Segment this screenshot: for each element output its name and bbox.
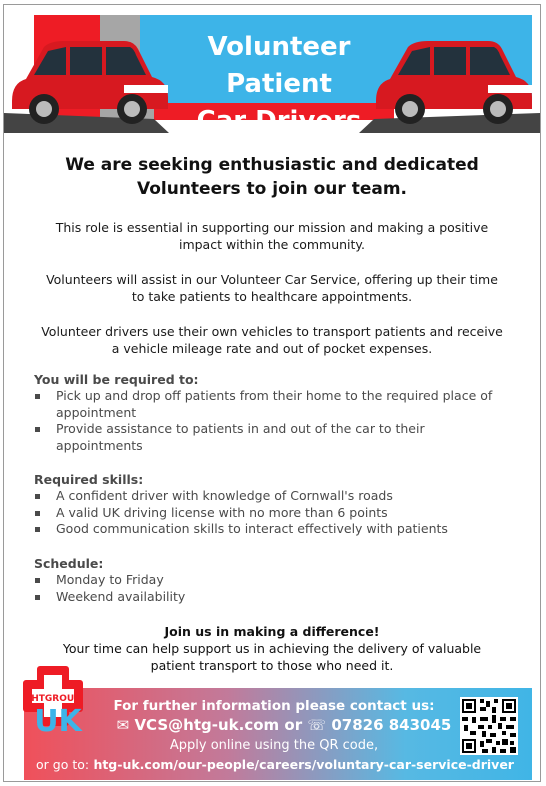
bullet-icon bbox=[35, 427, 40, 432]
list-item-text: A valid UK driving license with no more than 6 points bbox=[56, 504, 388, 520]
list-item-text: Monday to Friday bbox=[56, 572, 164, 587]
flyer-page bbox=[3, 4, 541, 782]
url-label: or go to: bbox=[36, 757, 90, 772]
expenses-paragraph bbox=[26, 323, 518, 357]
section-title: You will be required to: bbox=[34, 372, 199, 387]
bullet-icon bbox=[35, 527, 40, 532]
heading-line: Volunteers to join our team. bbox=[136, 179, 407, 199]
car-icon bbox=[4, 21, 174, 133]
list-item-line: appointments bbox=[56, 437, 143, 453]
join-heading: Join us in making a difference! bbox=[164, 624, 380, 639]
paragraph-line: Volunteer drivers use their own vehicles to transport patients and receive bbox=[41, 324, 503, 339]
email-icon: ✉ bbox=[116, 716, 130, 734]
bullet-icon bbox=[35, 578, 40, 583]
heading-line: We are seeking enthusiastic and dedicated bbox=[65, 155, 479, 175]
email-link[interactable]: VCS@htg-uk.com bbox=[134, 716, 280, 734]
banner-title-line: Car Drivers bbox=[196, 106, 362, 136]
list-item bbox=[34, 505, 524, 522]
careers-link[interactable]: htg-uk.com/our-people/careers/voluntary-car-service-driver bbox=[93, 757, 514, 772]
footer-url-line bbox=[36, 757, 526, 772]
list-item-line: Pick up and drop off patients from their home to the required place of bbox=[56, 388, 493, 403]
bullet-icon bbox=[35, 494, 40, 499]
list-item bbox=[34, 572, 524, 589]
schedule-section bbox=[34, 555, 524, 605]
banner-title-line: Volunteer Patient bbox=[207, 32, 351, 99]
section-title: Required skills: bbox=[34, 472, 144, 487]
list-item-text: Good communication skills to interact effectively with patients bbox=[56, 521, 448, 536]
footer-apply: Apply online using the QR code, bbox=[169, 738, 379, 753]
skills-section bbox=[34, 471, 524, 538]
paragraph-line: Volunteers will assist in our Volunteer Car Service, offering up their time bbox=[46, 272, 498, 287]
list-item-text: Weekend availability bbox=[56, 588, 186, 604]
list-item bbox=[34, 488, 524, 505]
paragraph-line: This role is essential in supporting our mission and making a positive bbox=[55, 220, 489, 235]
list-item bbox=[34, 589, 524, 606]
main-heading bbox=[24, 153, 520, 201]
phone-icon: ☏ bbox=[307, 716, 327, 734]
bullet-icon bbox=[35, 511, 40, 516]
htgroup-uk-logo bbox=[18, 665, 98, 735]
footer-contact-line bbox=[104, 716, 464, 734]
list-item-line: appointment bbox=[56, 404, 137, 420]
list-item bbox=[34, 521, 524, 538]
qr-code-icon[interactable] bbox=[460, 697, 518, 755]
join-call-to-action bbox=[26, 623, 518, 674]
service-paragraph bbox=[26, 271, 518, 305]
or-text: or bbox=[284, 716, 303, 734]
section-title: Schedule: bbox=[34, 556, 104, 571]
list-item-line: Provide assistance to patients in and out of the car to their bbox=[56, 421, 425, 436]
phone-link[interactable]: 07826 843045 bbox=[331, 716, 452, 734]
intro-paragraph bbox=[26, 219, 518, 253]
required-section bbox=[34, 371, 524, 454]
banner-title bbox=[154, 29, 404, 140]
bullet-icon bbox=[35, 394, 40, 399]
bullet-icon bbox=[35, 595, 40, 600]
header-banner bbox=[4, 5, 540, 136]
list-item bbox=[34, 388, 524, 421]
list-item-text: A confident driver with knowledge of Cornwall's roads bbox=[56, 488, 393, 503]
paragraph-line: impact within the community. bbox=[178, 237, 366, 252]
paragraph-line: to take patients to healthcare appointments. bbox=[131, 289, 413, 304]
join-line: patient transport to those who need it. bbox=[150, 658, 394, 673]
logo-top-text: HTGROUP bbox=[31, 694, 81, 704]
list-item bbox=[34, 421, 524, 454]
footer-info: For further information please contact us: bbox=[113, 698, 435, 714]
paragraph-line: a vehicle mileage rate and out of pocket expenses. bbox=[111, 341, 433, 356]
join-line: Your time can help support us in achieving the delivery of valuable bbox=[62, 641, 482, 656]
logo-bottom-text: UK bbox=[34, 704, 82, 735]
